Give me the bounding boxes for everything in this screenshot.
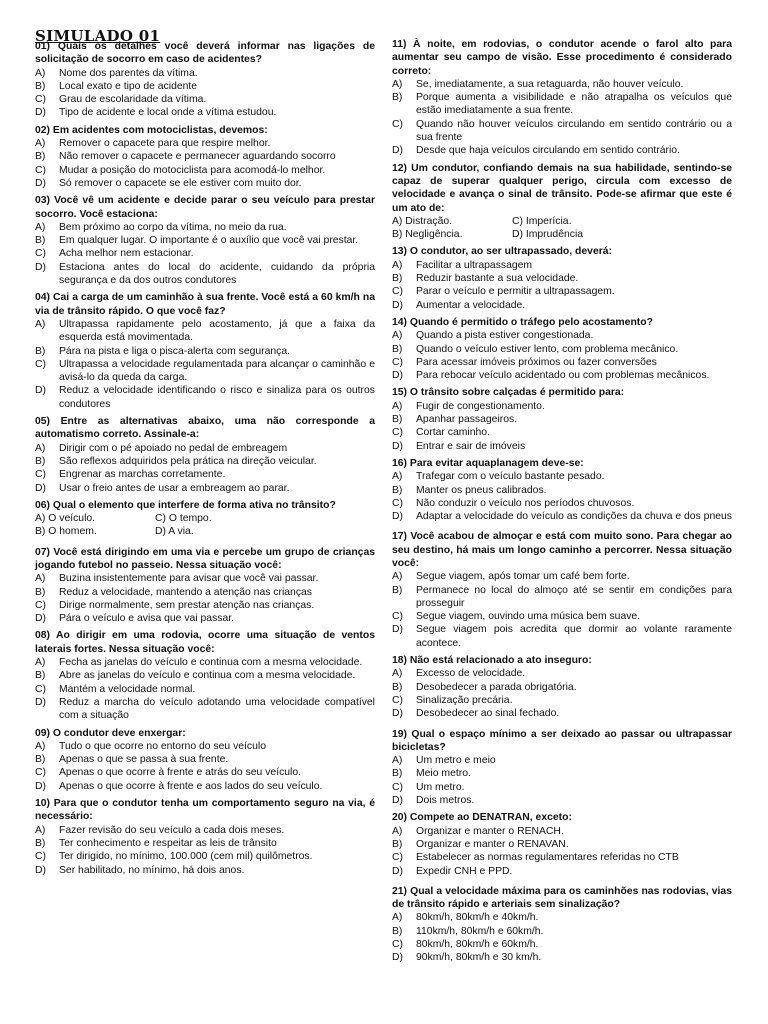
question-text: 08) Ao dirigir em uma rodovia, ocorre uma situação de ventos laterais fortes. Nessa situação você: [35, 630, 375, 655]
option-letter: C) [392, 852, 403, 864]
answer-option [392, 767, 732, 780]
answer-option [35, 683, 375, 696]
option-text: Em qualquer lugar. O importante é o auxílio que você vai prestar. [59, 235, 359, 247]
option-letter: C) [392, 611, 403, 623]
question-text: 06) Qual o elemento que interfere de forma ativa no trânsito? [35, 499, 336, 511]
option-text: Reduz a marcha do veículo adotando uma velocidade compatível com a situação [59, 696, 375, 722]
answer-option [35, 345, 375, 358]
option-letter: C) [392, 356, 403, 368]
option-letter: A) [35, 824, 46, 836]
answer-option [35, 696, 375, 723]
question-block [392, 811, 732, 877]
answer-option [35, 234, 375, 247]
option-text: B) Negligência. [392, 229, 463, 241]
question-text: 10) Para que o condutor tenha um comportamento seguro na via, é necessário: [35, 798, 375, 823]
option-text: 80km/h, 80km/h e 40km/h. [416, 912, 539, 924]
question-block [35, 415, 375, 495]
answer-option [392, 707, 732, 720]
option-letter: B) [392, 838, 403, 850]
option-letter: A) [392, 471, 403, 483]
answer-option [35, 599, 375, 612]
option-text: Não remover o capacete e permanecer aguardando socorro [59, 151, 336, 163]
option-letter: D) [35, 107, 46, 119]
option-letter: A) [392, 259, 403, 271]
option-letter: A) [35, 657, 46, 669]
answer-option [392, 118, 732, 145]
option-letter: A) [392, 912, 403, 924]
answer-option-row [35, 525, 375, 538]
answer-option [392, 510, 732, 523]
answer-option [35, 586, 375, 599]
option-text: Ter conhecimento e respeitar as leis de trânsito [59, 837, 277, 849]
option-letter: B) [392, 343, 403, 355]
option-letter: D) [35, 482, 46, 494]
option-letter: D) [35, 613, 46, 625]
question-block [392, 728, 732, 808]
question-block [35, 291, 375, 411]
answer-option [392, 413, 732, 426]
option-text: Reduz a velocidade, mantendo a atenção nas crianças [59, 586, 313, 598]
option-text: Organizar e manter o RENAVAN. [416, 838, 569, 850]
option-letter: C) [35, 94, 46, 106]
question-block [392, 654, 732, 720]
question-block [392, 162, 732, 242]
answer-option [392, 356, 732, 369]
question-text: 15) O trânsito sobre calçadas é permitido para: [392, 387, 625, 399]
option-letter: D) [35, 864, 46, 876]
option-text: Cortar caminho. [416, 427, 490, 439]
answer-option-row [35, 512, 375, 525]
answer-option [392, 794, 732, 807]
option-letter: C) [392, 286, 403, 298]
answer-option [392, 343, 732, 356]
option-letter: D) [35, 177, 46, 189]
question-block [35, 546, 375, 626]
option-letter: D) [392, 370, 403, 382]
option-letter: D) [35, 696, 46, 708]
option-text: Abre as janelas do veículo e continua com a mesma velocidade. [59, 670, 356, 682]
option-text: Apenas o que se passa à sua frente. [59, 754, 229, 766]
option-text: Um metro e meio [416, 755, 496, 767]
option-text: Se, imediatamente, a sua retaguarda, não houver veículo. [416, 78, 684, 90]
option-letter: D) [392, 952, 403, 964]
question-block [35, 499, 375, 539]
option-text: Excesso de velocidade. [416, 668, 526, 680]
option-text: Grau de escolaridade da vítima. [59, 94, 207, 106]
option-text: Remover o capacete para que respire melhor. [59, 138, 271, 150]
option-text: Usar o freio antes de usar a embreagem ao parar. [59, 482, 290, 494]
answer-option [392, 951, 732, 964]
option-text: Dirige normalmente, sem prestar atenção nas crianças. [59, 599, 315, 611]
question-block [35, 194, 375, 287]
answer-option [35, 358, 375, 385]
option-text: Acha melhor nem estacionar. [59, 248, 194, 260]
answer-option [35, 864, 375, 877]
option-text: Fecha as janelas do veículo e continua com a mesma velocidade. [59, 657, 363, 669]
answer-option [35, 824, 375, 837]
option-letter: B) [392, 768, 403, 780]
option-letter: A) [392, 571, 403, 583]
question-text: 09) O condutor deve enxergar: [35, 727, 186, 739]
option-text: São reflexos adquiridos pela prática na direção veicular. [59, 455, 317, 467]
option-text: A) Distração. [392, 215, 453, 227]
option-letter: A) [392, 755, 403, 767]
question-text: 14) Quando é permitido o tráfego pelo acostamento? [392, 316, 653, 328]
option-text: Desobedecer a parada obrigatória. [416, 681, 577, 693]
option-text: Reduz a velocidade identificando o risco e sinaliza para os outros condutores [59, 385, 375, 410]
option-text: Fugir de congestionamento. [416, 400, 545, 412]
question-text: 12) Um condutor, confiando demais na sua habilidade, sentindo-se capaz de superar qualquer perigo, circula com excesso de velocidade e avança o sinal de trânsito. Pode-se afirmar que este é um ato de: [392, 162, 732, 214]
answer-option [35, 572, 375, 585]
question-block [35, 40, 375, 120]
answer-option [392, 299, 732, 312]
answer-option [392, 925, 732, 938]
question-block [392, 457, 732, 523]
option-letter: A) [392, 400, 403, 412]
option-text: Para rebocar veículo acidentado ou com problemas mecânicos. [416, 370, 710, 382]
option-letter: B) [35, 837, 46, 849]
option-text: Ultrapassa rapidamente pelo acostamento, já que a faixa da esquerda está movimentada. [59, 318, 375, 344]
option-letter: A) [35, 67, 46, 79]
option-letter: D) [392, 708, 403, 720]
option-text: Permanece no local do almoço até se sentir em condições para prosseguir [416, 584, 732, 609]
option-letter: B) [35, 345, 46, 357]
option-text: Aumentar a velocidade. [416, 299, 526, 311]
option-text: D) A via. [155, 526, 194, 538]
option-text: Engrenar as marchas corretamente. [59, 469, 226, 481]
option-letter: B) [35, 670, 46, 682]
question-text: 17) Você acabou de almoçar e está com muito sono. Para chegar ao seu destino, há mais um longo caminho a percorrer. Nessa situação você: [392, 531, 732, 569]
option-text: C) O tempo. [155, 513, 212, 525]
answer-option [392, 911, 732, 924]
option-letter: D) [392, 865, 403, 877]
option-letter: C) [392, 939, 403, 950]
option-letter: B) [392, 681, 403, 693]
answer-option [35, 837, 375, 850]
answer-option [35, 318, 375, 345]
option-text: D) Imprudência [512, 229, 584, 241]
answer-option [392, 865, 732, 878]
option-letter: C) [392, 497, 403, 509]
answer-option [392, 570, 732, 583]
answer-option [392, 440, 732, 453]
answer-option [35, 261, 375, 288]
option-text: Não conduzir o veículo nos períodos chuvosos. [416, 497, 635, 509]
option-text: Apanhar passageiros. [416, 414, 518, 426]
option-letter: C) [35, 248, 46, 260]
option-text: Porque aumenta a visibilidade e não atrapalha os veículos que estão imediatamente a sua frente. [416, 92, 732, 117]
option-letter: A) [392, 78, 403, 90]
option-text: C) Imperícia. [512, 215, 572, 227]
answer-option [35, 482, 375, 495]
question-text: 19) Qual o espaço mínimo a ser deixado ao passar ou ultrapassar bicicletas? [392, 728, 732, 753]
option-letter: D) [392, 624, 403, 636]
answer-option [35, 612, 375, 625]
option-letter: B) [392, 484, 403, 496]
question-block [392, 530, 732, 650]
option-letter: C) [392, 427, 403, 439]
answer-option [392, 781, 732, 794]
option-text: Quando não houver veículos circulando em sentido contrário ou a sua frente [416, 118, 732, 144]
option-letter: D) [35, 780, 46, 792]
option-text: Quando a pista estiver congestionada. [416, 330, 594, 342]
answer-option [392, 484, 732, 497]
option-letter: A) [392, 668, 403, 680]
option-text: B) O homem. [35, 526, 97, 538]
option-text: Bem próximo ao corpo da vítima, no meio da rua. [59, 221, 287, 233]
answer-option [35, 67, 375, 80]
option-text: Trafegar com o veículo bastante pesado. [416, 471, 605, 483]
option-letter: C) [35, 358, 46, 370]
question-block [392, 885, 732, 965]
option-text: Mantém a velocidade normal. [59, 683, 196, 695]
answer-option [35, 93, 375, 106]
option-letter: A) [392, 330, 403, 342]
answer-option [392, 754, 732, 767]
answer-option [392, 426, 732, 439]
option-letter: D) [392, 440, 403, 452]
option-letter: B) [35, 754, 46, 766]
answer-option [35, 247, 375, 260]
question-block [392, 386, 732, 452]
option-text: Segue viagem, após tomar um café bem forte. [416, 571, 630, 583]
question-block [392, 38, 732, 158]
option-letter: C) [35, 599, 46, 611]
option-letter: B) [35, 455, 46, 467]
option-letter: C) [35, 164, 46, 176]
answer-option [392, 681, 732, 694]
option-letter: B) [35, 151, 46, 163]
question-text: 04) Cai a carga de um caminhão à sua frente. Você está a 60 km/h na via de trânsito rápido. O que você faz? [35, 292, 375, 317]
question-block [392, 316, 732, 382]
question-text: 05) Entre as alternativas abaixo, uma não corresponde a automatismo correto. Assinale-a: [35, 416, 375, 441]
option-letter: D) [392, 511, 403, 523]
question-block [392, 245, 732, 311]
question-text: 18) Não está relacionado a ato inseguro: [392, 655, 592, 667]
answer-option [35, 384, 375, 411]
question-text: 20) Compete ao DENATRAN, exceto: [392, 812, 572, 824]
answer-option-row [392, 228, 732, 241]
option-text: Entrar e sair de imóveis [416, 440, 526, 452]
option-text: Segue viagem, ouvindo uma música bem suave. [416, 611, 641, 623]
option-text: Quando o veículo estiver lento, com problema mecânico. [416, 343, 679, 355]
option-text: Só remover o capacete se ele estiver com muito dor. [59, 177, 302, 189]
option-letter: B) [392, 273, 403, 285]
option-text: Um metro. [416, 781, 465, 793]
option-text: Meio metro. [416, 768, 471, 780]
answer-option [392, 825, 732, 838]
answer-option [35, 221, 375, 234]
question-text: 13) O condutor, ao ser ultrapassado, deverá: [392, 246, 613, 258]
option-text: Ser habilitado, no mínimo, há dois anos. [59, 864, 245, 876]
option-letter: A) [35, 138, 46, 150]
option-letter: B) [35, 80, 46, 92]
option-text: Nome dos parentes da vítima. [59, 67, 198, 79]
option-text: Expedir CNH e PPD. [416, 865, 513, 877]
option-text: 90km/h, 80km/h e 30 km/h. [416, 952, 542, 964]
answer-option [392, 78, 732, 91]
option-text: Pára na pista e liga o pisca-alerta com segurança. [59, 345, 291, 357]
option-text: Dois metros. [416, 795, 475, 807]
option-letter: A) [35, 573, 46, 585]
option-text: Manter os pneus calibrados. [416, 484, 547, 496]
option-text: Pára o veículo e avisa que vai passar. [59, 613, 235, 625]
answer-option [392, 667, 732, 680]
option-letter: C) [35, 767, 46, 779]
option-text: Fazer revisão do seu veículo a cada dois meses. [59, 824, 285, 836]
option-letter: C) [35, 469, 46, 481]
answer-option [392, 694, 732, 707]
answer-option [35, 669, 375, 682]
option-letter: B) [392, 414, 403, 426]
option-letter: B) [35, 586, 46, 598]
option-letter: D) [35, 261, 46, 273]
option-text: 110km/h, 80km/h e 60km/h. [416, 925, 544, 937]
answer-option [35, 740, 375, 753]
answer-option [35, 106, 375, 119]
left-column [35, 40, 375, 877]
option-letter: B) [392, 92, 403, 104]
option-letter: D) [392, 145, 403, 157]
answer-option-row [392, 215, 732, 228]
option-text: Organizar e manter o RENACH. [416, 825, 564, 837]
answer-option [35, 455, 375, 468]
option-text: Mudar a posição do motociclista para acomodá-lo melhor. [59, 164, 326, 176]
option-text: Ter dirigido, no mínimo, 100.000 (cem mil) quilômetros. [59, 851, 313, 863]
answer-option [392, 938, 732, 951]
answer-option [35, 753, 375, 766]
option-text: Dirigir com o pé apoiado no pedal de embreagem [59, 442, 288, 454]
option-letter: A) [392, 825, 403, 837]
answer-option [392, 91, 732, 118]
option-letter: D) [392, 795, 403, 807]
option-text: Segue viagem pois acredita que dormir ao volante raramente acontece. [416, 624, 732, 649]
question-text: 03) Você vê um acidente e decide parar o seu veículo para prestar socorro. Você estaciona: [35, 195, 375, 220]
answer-option [392, 610, 732, 623]
question-text: 16) Para evitar aquaplanagem deve-se: [392, 457, 584, 469]
option-text: Local exato e tipo de acidente [59, 80, 198, 92]
option-letter: A) [35, 221, 46, 233]
answer-option [392, 272, 732, 285]
answer-option [35, 137, 375, 150]
option-letter: C) [392, 118, 403, 130]
answer-option [392, 584, 732, 611]
option-letter: C) [35, 683, 46, 695]
option-text: Apenas o que ocorre à frente e aos lados do seu veículo. [59, 780, 323, 792]
option-text: Parar o veículo e permitir a ultrapassagem. [416, 286, 615, 298]
option-text: Desde que haja veículos circulando em sentido contrário. [416, 145, 680, 157]
question-block [35, 727, 375, 793]
answer-option [35, 177, 375, 190]
answer-option [392, 259, 732, 272]
answer-option [35, 80, 375, 93]
question-text: 11) À noite, em rodovias, o condutor acende o farol alto para aumentar seu campo de visão. Esse procedimento é considerado correto: [392, 39, 732, 77]
answer-option [35, 150, 375, 163]
answer-option [35, 442, 375, 455]
option-letter: D) [35, 385, 46, 397]
option-letter: C) [392, 781, 403, 793]
answer-option [35, 164, 375, 177]
answer-option [392, 144, 732, 157]
option-text: Buzina insistentemente para avisar que você vai passar. [59, 573, 319, 585]
answer-option [35, 850, 375, 863]
option-letter: C) [35, 851, 46, 863]
question-text: 21) Qual a velocidade máxima para os caminhões nas rodovias, vias de trânsito rápido e arteriais sem sinalização? [392, 885, 732, 911]
question-block [35, 124, 375, 190]
answer-option [392, 470, 732, 483]
answer-option [392, 329, 732, 342]
answer-option [392, 838, 732, 851]
question-block [35, 797, 375, 877]
option-text: Tudo o que ocorre no entorno do seu veículo [59, 740, 266, 752]
answer-option [392, 400, 732, 413]
option-letter: A) [35, 740, 46, 752]
option-text: 80km/h, 80km/h e 60km/h. [416, 939, 539, 950]
option-text: A) O veículo. [35, 513, 96, 525]
answer-option [392, 497, 732, 510]
question-text: 02) Em acidentes com motociclistas, devemos: [35, 124, 268, 136]
answer-option [35, 656, 375, 669]
option-text: Estabelecer as normas regulamentares referidas no CTB [416, 852, 679, 864]
option-letter: A) [35, 318, 46, 330]
answer-option [392, 851, 732, 864]
option-letter: B) [35, 235, 46, 247]
option-text: Reduzir bastante a sua velocidade. [416, 273, 579, 285]
option-letter: B) [392, 925, 403, 937]
option-letter: C) [392, 694, 403, 706]
option-letter: A) [35, 442, 46, 454]
answer-option [392, 623, 732, 650]
question-text: 01) Quais os detalhes você deverá informar nas ligações de solicitação de socorro em caso de acidentes? [35, 41, 375, 66]
option-text: Ultrapassa a velocidade regulamentada para alcançar o caminhão e avisá-lo da queda da carga. [59, 358, 375, 384]
answer-option [392, 285, 732, 298]
answer-option [392, 369, 732, 382]
right-column [392, 38, 732, 965]
answer-option [35, 468, 375, 481]
option-text: Adaptar a velocidade do veículo as condições da chuva e dos pneus [416, 511, 732, 523]
option-letter: B) [392, 584, 403, 596]
option-text: Para acessar imóveis próximos ou fazer conversões [416, 356, 657, 368]
answer-option [35, 766, 375, 779]
option-letter: D) [392, 299, 403, 311]
page-title: SIMULADO 01 [35, 27, 161, 45]
option-text: Facilitar a ultrapassagem [416, 259, 533, 271]
answer-option [35, 780, 375, 793]
option-text: Apenas o que ocorre à frente e atrás do seu veículo. [59, 767, 302, 779]
option-text: Sinalização precária. [416, 694, 513, 706]
option-text: Desobedecer ao sinal fechado. [416, 708, 560, 720]
option-text: Tipo de acidente e local onde a vítima estudou. [59, 107, 277, 119]
question-block [35, 629, 375, 722]
option-text: Estaciona antes do local do acidente, cuidando da própria segurança e da dos outros condutores [59, 261, 375, 287]
question-text: 07) Você está dirigindo em uma via e percebe um grupo de crianças jogando futebol no passeio. Nessa situação você: [35, 546, 375, 571]
